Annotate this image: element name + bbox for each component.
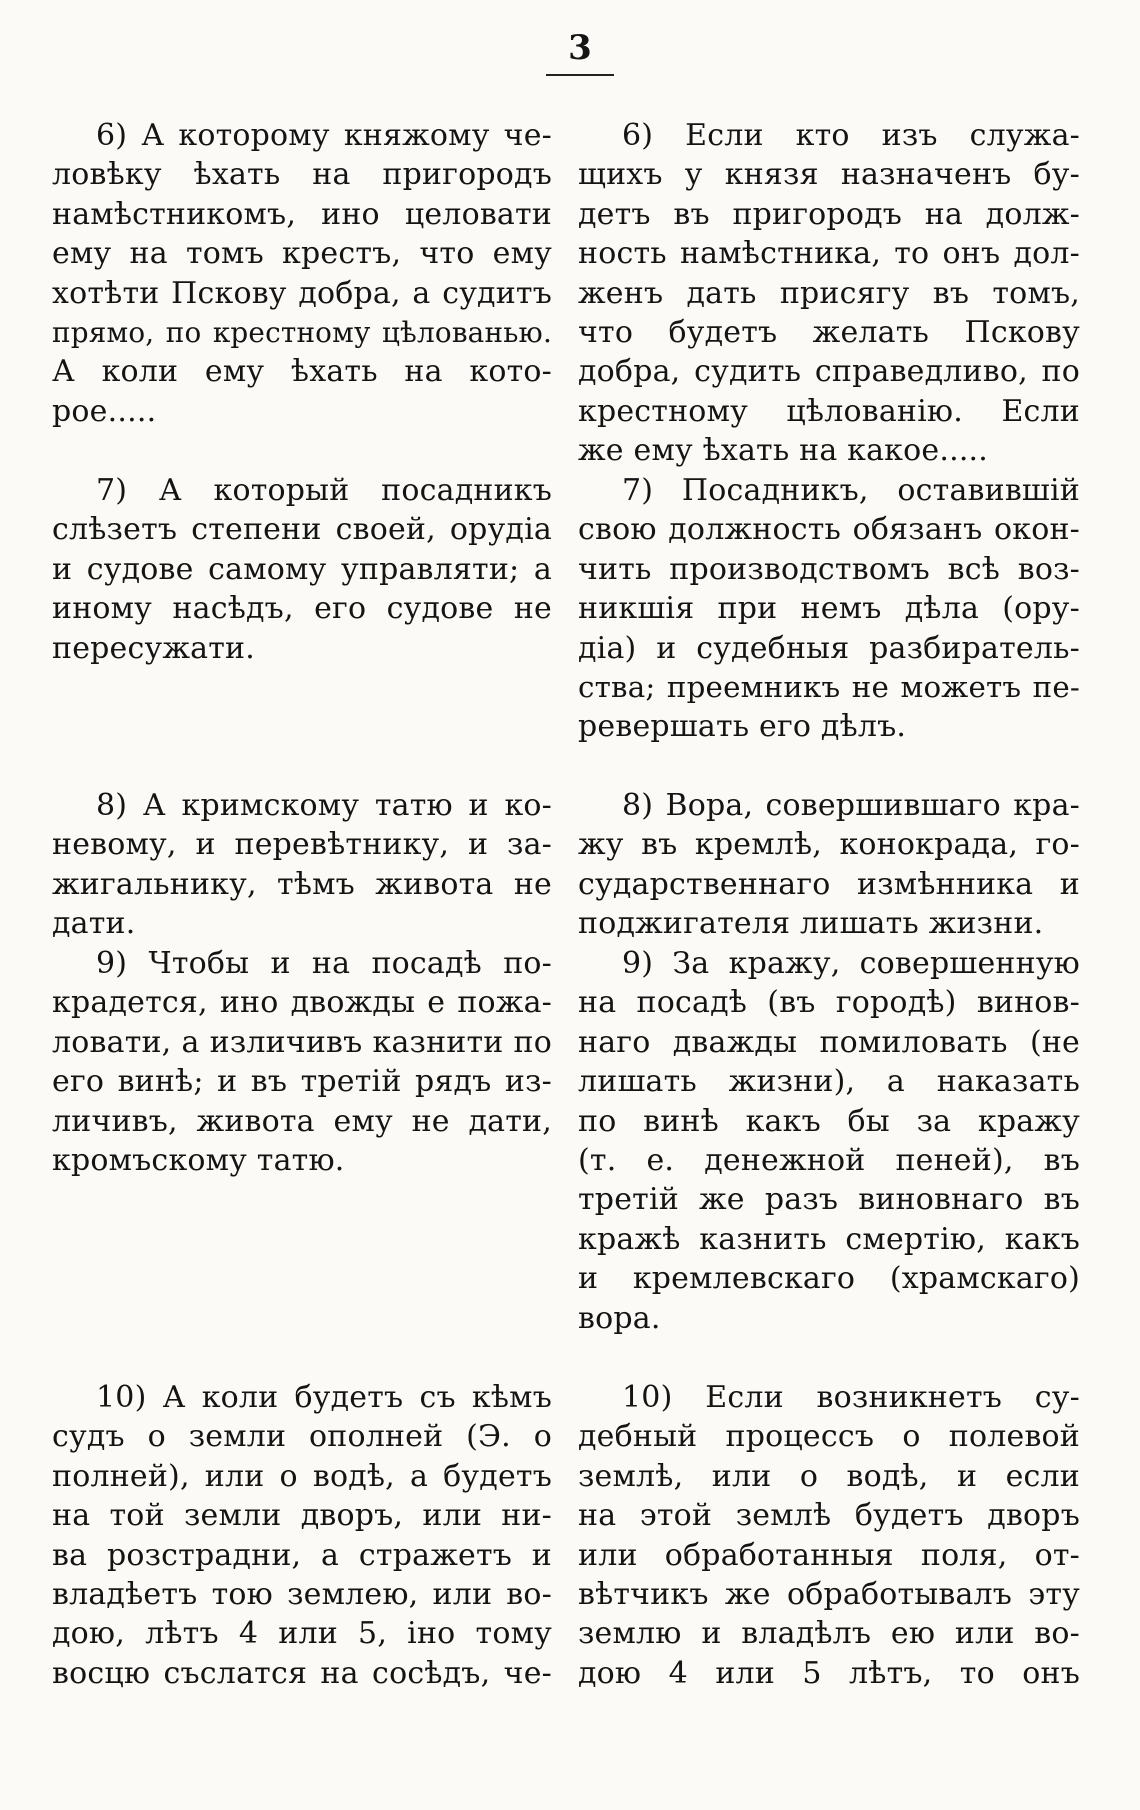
translation-article-10: [578, 1378, 1080, 1693]
text-line: жигальнику, тѣмъ живота не: [52, 866, 552, 902]
text-line: невому, и перевѣтнику, и за-: [52, 827, 552, 863]
text-line: кромъскому татю.: [52, 1142, 345, 1178]
text-line: ловати, а изличивъ казнити по: [52, 1024, 552, 1060]
translation-article-8: [578, 786, 1080, 944]
text-line: землѣ, или о водѣ, и если: [578, 1458, 1080, 1494]
text-line: на этой землѣ будетъ дворъ: [578, 1498, 1080, 1534]
text-line: ревершать его дѣлъ.: [578, 709, 907, 745]
text-line: судъ о земли ополней (Э. о: [52, 1419, 552, 1455]
text-line: женъ дать присягу въ томъ,: [578, 275, 1080, 311]
text-line: личивъ, живота ему не дати,: [52, 1103, 552, 1139]
text-line: чить производствомъ всѣ воз-: [578, 551, 1080, 587]
text-line: діа) и судебныя разбиратель-: [578, 630, 1080, 666]
text-line: ловѣку ѣхать на пригородъ: [52, 157, 552, 193]
text-line: щихъ у князя назначенъ бу-: [578, 157, 1080, 193]
page-number: 3: [546, 28, 614, 76]
text-line: пересужати.: [52, 630, 255, 666]
text-line: 6) Если кто изъ служа-: [622, 118, 1080, 153]
page-header: [0, 28, 1140, 76]
text-line: иному насѣдъ, его судове не: [52, 591, 552, 627]
text-line: крестному цѣлованію. Если: [578, 393, 1080, 429]
text-line: ства; преемникъ не можетъ пе-: [578, 669, 1080, 704]
translation-article-9: [578, 944, 1080, 1338]
text-line: на той земли дворъ, или ни-: [52, 1498, 552, 1534]
text-line: лишать жизни), а наказать: [578, 1064, 1080, 1100]
text-line: 7) Посадникъ, оставившій: [622, 473, 1080, 508]
text-line: владѣетъ тою землею, или во-: [52, 1576, 552, 1612]
text-line: слѣзетъ степени своей, орудіа: [52, 512, 552, 548]
text-line: 10) Если возникнетъ су-: [622, 1380, 1080, 1415]
text-line: добра, судить справедливо, по: [578, 354, 1080, 390]
text-line: 8) А кримскому татю и ко-: [96, 788, 552, 823]
text-line: дою 4 или 5 лѣтъ, то онъ: [578, 1655, 1080, 1691]
text-line: 9) Чтобы и на посадѣ по-: [96, 946, 552, 981]
text-line: и кремлевскаго (храмскаго): [578, 1261, 1080, 1297]
text-line: по винѣ какъ бы за кражу: [578, 1103, 1080, 1139]
text-line: А коли ему ѣхать на кото-: [52, 354, 552, 390]
text-line: и судове самому управляти; а: [52, 551, 552, 587]
translation-article-6: [578, 116, 1080, 471]
text-line: 6) А которому княжому че-: [96, 118, 552, 153]
text-line: свою должность обязанъ окон-: [578, 512, 1080, 548]
text-line: поджигателя лишать жизни.: [578, 906, 1044, 942]
text-line: полней), или о водѣ, а будетъ: [52, 1458, 552, 1494]
text-line: прямо, по крестному цѣлованью.: [52, 315, 552, 349]
text-line: ва розстрадни, а стражетъ и: [52, 1537, 552, 1573]
text-line: рое.....: [52, 393, 157, 429]
text-line: наго дважды помиловать (не: [578, 1024, 1080, 1060]
text-line: третій же разъ виновнаго въ: [578, 1182, 1080, 1218]
text-line: (т. е. денежной пеней), въ: [578, 1142, 1080, 1178]
text-line: его винѣ; и въ третій рядъ из-: [52, 1064, 552, 1100]
text-line: намѣстникомъ, ино целовати: [52, 196, 552, 232]
original-article-10: [52, 1378, 552, 1693]
text-line: крадется, ино двожды е пожа-: [52, 985, 552, 1021]
text-line: землю и владѣлъ ею или во-: [578, 1616, 1080, 1652]
text-line: детъ въ пригородъ на долж-: [578, 196, 1080, 232]
translation-article-7: [578, 471, 1080, 747]
text-line: 8) Вора, совершившаго кра-: [622, 788, 1080, 823]
original-article-6: [52, 116, 552, 431]
text-line: на посадѣ (въ городѣ) винов-: [578, 985, 1080, 1021]
text-line: же ему ѣхать на какое.....: [578, 433, 989, 469]
text-line: 10) А коли будетъ съ кѣмъ: [96, 1380, 552, 1415]
text-line: 7) А который посадникъ: [96, 473, 552, 508]
original-article-7: [52, 471, 552, 668]
text-line: вѣтчикъ же обработывалъ эту: [578, 1576, 1080, 1612]
original-article-8: [52, 786, 552, 944]
text-line: дати.: [52, 906, 136, 942]
text-line: никшія при немъ дѣла (ору-: [578, 591, 1080, 627]
text-line: дебный процессъ о полевой: [578, 1419, 1080, 1455]
text-line: сударственнаго измѣнника и: [578, 866, 1080, 902]
text-line: ность намѣстника, то онъ дол-: [578, 236, 1080, 272]
text-line: дою, лѣтъ 4 или 5, іно тому: [52, 1616, 552, 1652]
original-article-9: [52, 944, 552, 1180]
text-line: хотѣти Пскову добра, а судитъ: [52, 275, 552, 311]
text-line: вора.: [578, 1300, 661, 1336]
text-line: 9) За кражу, совершенную: [622, 946, 1080, 981]
text-line: или обработанныя поля, от-: [578, 1537, 1080, 1573]
text-line: кражѣ казнить смертію, какъ: [578, 1221, 1080, 1257]
text-line: что будетъ желать Пскову: [578, 314, 1080, 350]
text-line: ему на томъ крестъ, что ему: [52, 236, 552, 272]
text-line: восцю съслатся на сосѣдъ, че-: [52, 1655, 552, 1691]
text-line: жу въ кремлѣ, конокрада, го-: [578, 827, 1080, 863]
